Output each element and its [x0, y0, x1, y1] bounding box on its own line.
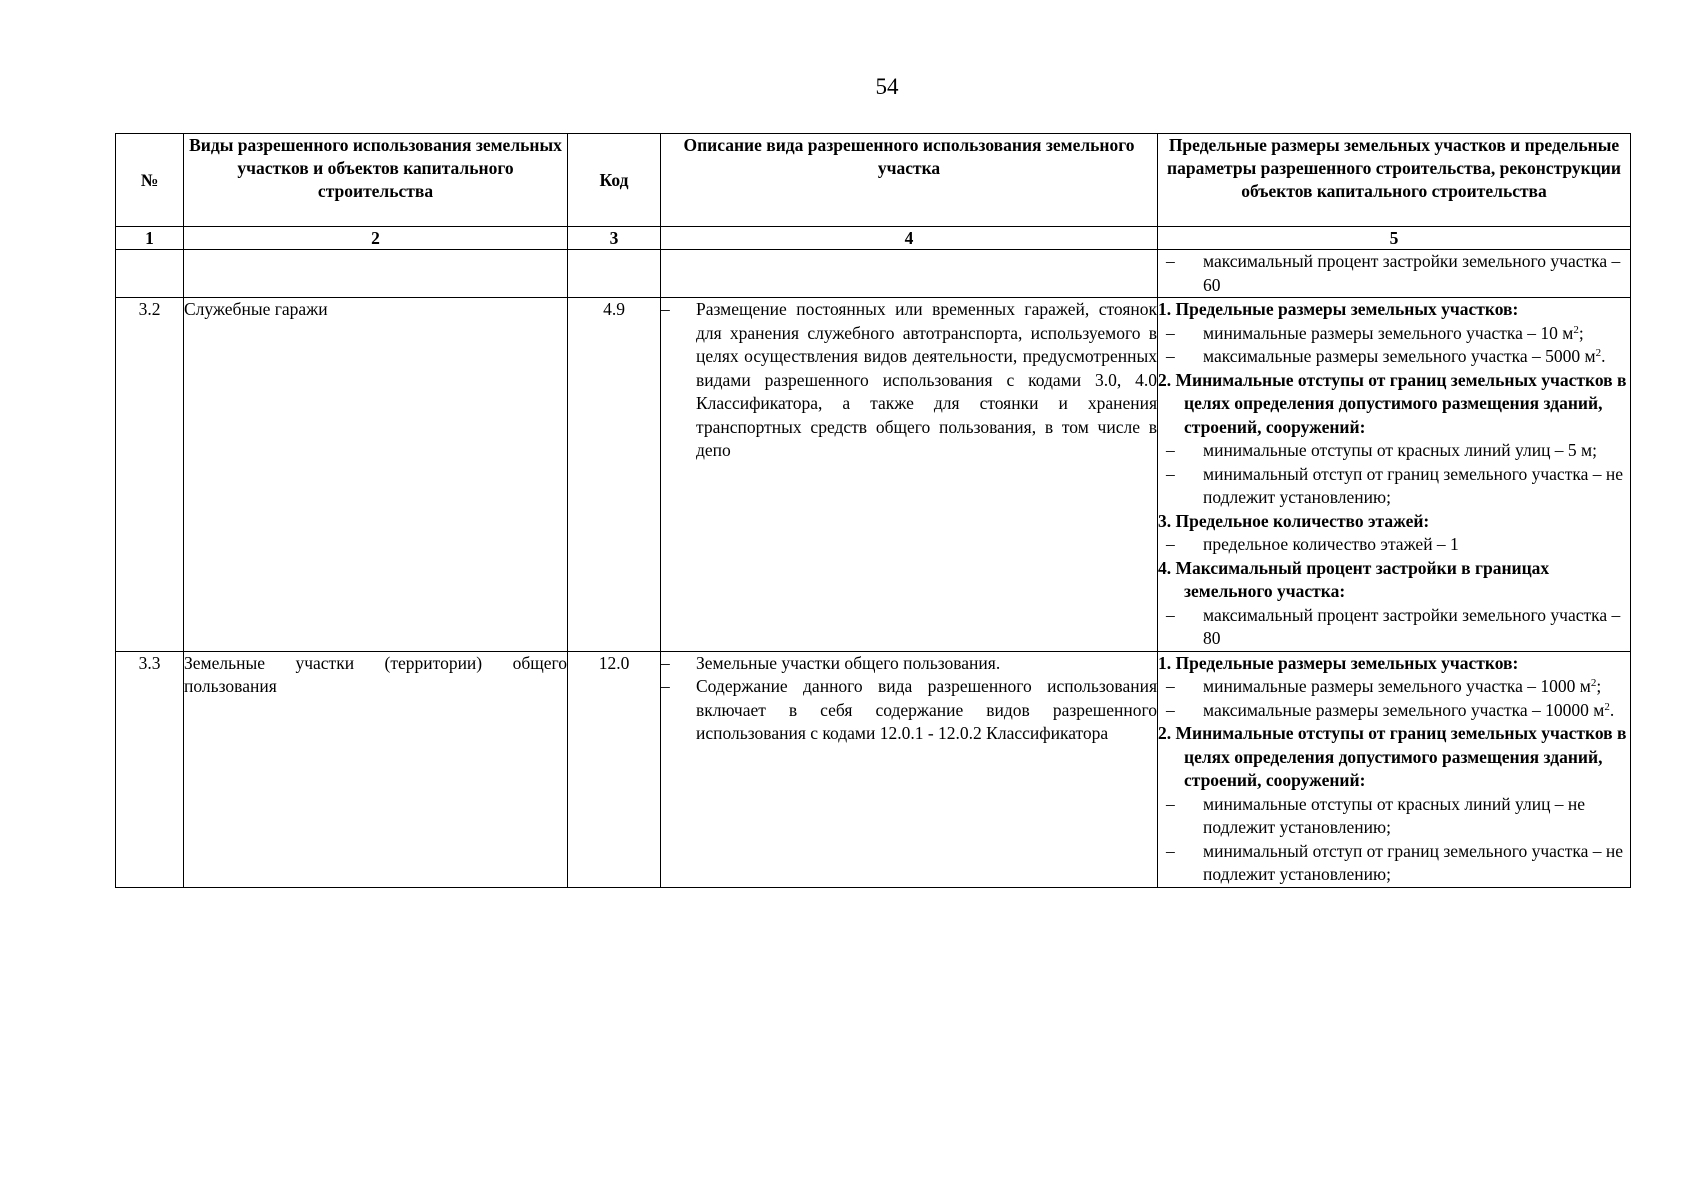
parameter-list — [1158, 675, 1630, 722]
description-cell — [661, 298, 1158, 652]
column-number: 4 — [661, 227, 1158, 250]
column-number: 5 — [1158, 227, 1631, 250]
use-type-cell — [184, 250, 568, 298]
parameter-heading: 2. Минимальные отступы от границ земельных участков в целях определения допустимого размещения зданий, строений, сооружений: — [1158, 723, 1627, 790]
description-item: – Содержание данного вида разрешенного использования включает в себя содержание видов разрешенного использования с кодами 12.0.1 - 12.0.2 Классификатора — [661, 675, 1157, 746]
parameter-item: – минимальные отступы от красных линий улиц – не подлежит установлению; — [1158, 793, 1630, 840]
superscript-two: 2 — [1595, 347, 1602, 359]
column-number: 2 — [184, 227, 568, 250]
superscript-two: 2 — [1604, 700, 1610, 713]
table-row — [116, 298, 1631, 652]
row-number: 3.3 — [138, 652, 161, 673]
header-code: Код — [568, 134, 661, 227]
description-list — [661, 298, 1157, 463]
superscript-two: 2 — [1590, 677, 1597, 689]
use-code: 4.9 — [603, 299, 625, 319]
parameter-item: – минимальный отступ от границ земельного участка – не подлежит установлению; — [1158, 840, 1630, 887]
header-number: № — [116, 134, 184, 227]
parameter-heading: 4. Максимальный процент застройки в границах земельного участка: — [1158, 557, 1550, 601]
parameter-item: – максимальный процент застройки земельного участка – 60 — [1158, 250, 1630, 297]
parameters-cell — [1158, 298, 1631, 652]
header-parameters: Предельные размеры земельных участков и предельные параметры разрешенного строительства, реконструкции объектов капитального строительства — [1158, 134, 1631, 227]
parameter-list — [1158, 322, 1630, 369]
code-cell — [568, 250, 661, 298]
parameters-cell — [1158, 651, 1631, 887]
parameter-heading: 3. Предельное количество этажей: — [1158, 510, 1430, 531]
code-cell — [568, 298, 661, 652]
description-cell — [661, 651, 1158, 887]
description-item: – Размещение постоянных или временных гаражей, стоянок для хранения служебного автотранспорта, используемого в целях осуществления видов деятельности, предусмотренных видами разрешенного использования с кодами 3.0, 4.0 Классификатора, а также для стоянки и хранения транспортных средств общего пользования, в том числе в депо — [661, 298, 1157, 463]
description-cell — [661, 250, 1158, 298]
use-type-cell — [184, 651, 568, 887]
parameter-item: – минимальные отступы от красных линий улиц – 5 м; — [1158, 439, 1630, 463]
use-type-name: Земельные участки (территории) общего пользования — [184, 652, 567, 696]
column-number: 1 — [116, 227, 184, 250]
column-number-row — [116, 227, 1631, 250]
description-item: – Земельные участки общего пользования. — [661, 652, 1157, 676]
table-row — [116, 651, 1631, 887]
parameter-item: – максимальные размеры земельного участка – 5000 $м^2$. — [1158, 345, 1630, 369]
parameters-cell — [1158, 250, 1631, 298]
parameter-item: – минимальные размеры земельного участка – 10 $м^2$; — [1158, 322, 1630, 346]
use-type-name: Служебные гаражи — [184, 299, 328, 319]
description-list — [661, 652, 1157, 746]
parameter-item: – минимальный отступ от границ земельного участка – не подлежит установлению; — [1158, 463, 1630, 510]
parameter-list — [1158, 604, 1630, 651]
parameter-list — [1158, 533, 1630, 557]
row-number: 3.2 — [138, 299, 161, 319]
parameter-item: – максимальный процент застройки земельного участка – 80 — [1158, 604, 1630, 651]
column-number: 3 — [568, 227, 661, 250]
use-type-cell — [184, 298, 568, 652]
parameter-list — [1158, 250, 1630, 297]
parameter-list — [1158, 439, 1630, 510]
row-number-cell — [116, 250, 184, 298]
header-description: Описание вида разрешенного использования земельного участка — [661, 134, 1158, 227]
land-use-table — [115, 133, 1631, 888]
parameter-heading: 1. Предельные размеры земельных участков: — [1158, 299, 1519, 319]
parameter-list — [1158, 793, 1630, 887]
row-number-cell — [116, 298, 184, 652]
page-number: 54 — [875, 74, 899, 99]
superscript-two: 2 — [1573, 323, 1579, 336]
parameter-heading: 1. Предельные размеры земельных участков: — [1158, 652, 1519, 673]
parameter-item: – предельное количество этажей – 1 — [1158, 533, 1630, 557]
parameter-item: – максимальные размеры земельного участка – 10000 $м^2$. — [1158, 699, 1630, 723]
row-number-cell — [116, 651, 184, 887]
parameter-heading: 2. Минимальные отступы от границ земельных участков в целях определения допустимого размещения зданий, строений, сооружений: — [1158, 369, 1627, 437]
table-header-row — [116, 134, 1631, 227]
table-row — [116, 250, 1631, 298]
parameter-item: – минимальные размеры земельного участка – 1000 $м^2$; — [1158, 675, 1630, 699]
code-cell — [568, 651, 661, 887]
table-body — [116, 250, 1631, 888]
header-use-type: Виды разрешенного использования земельных участков и объектов капитального строительства — [184, 134, 568, 227]
use-code: 12.0 — [598, 652, 630, 673]
